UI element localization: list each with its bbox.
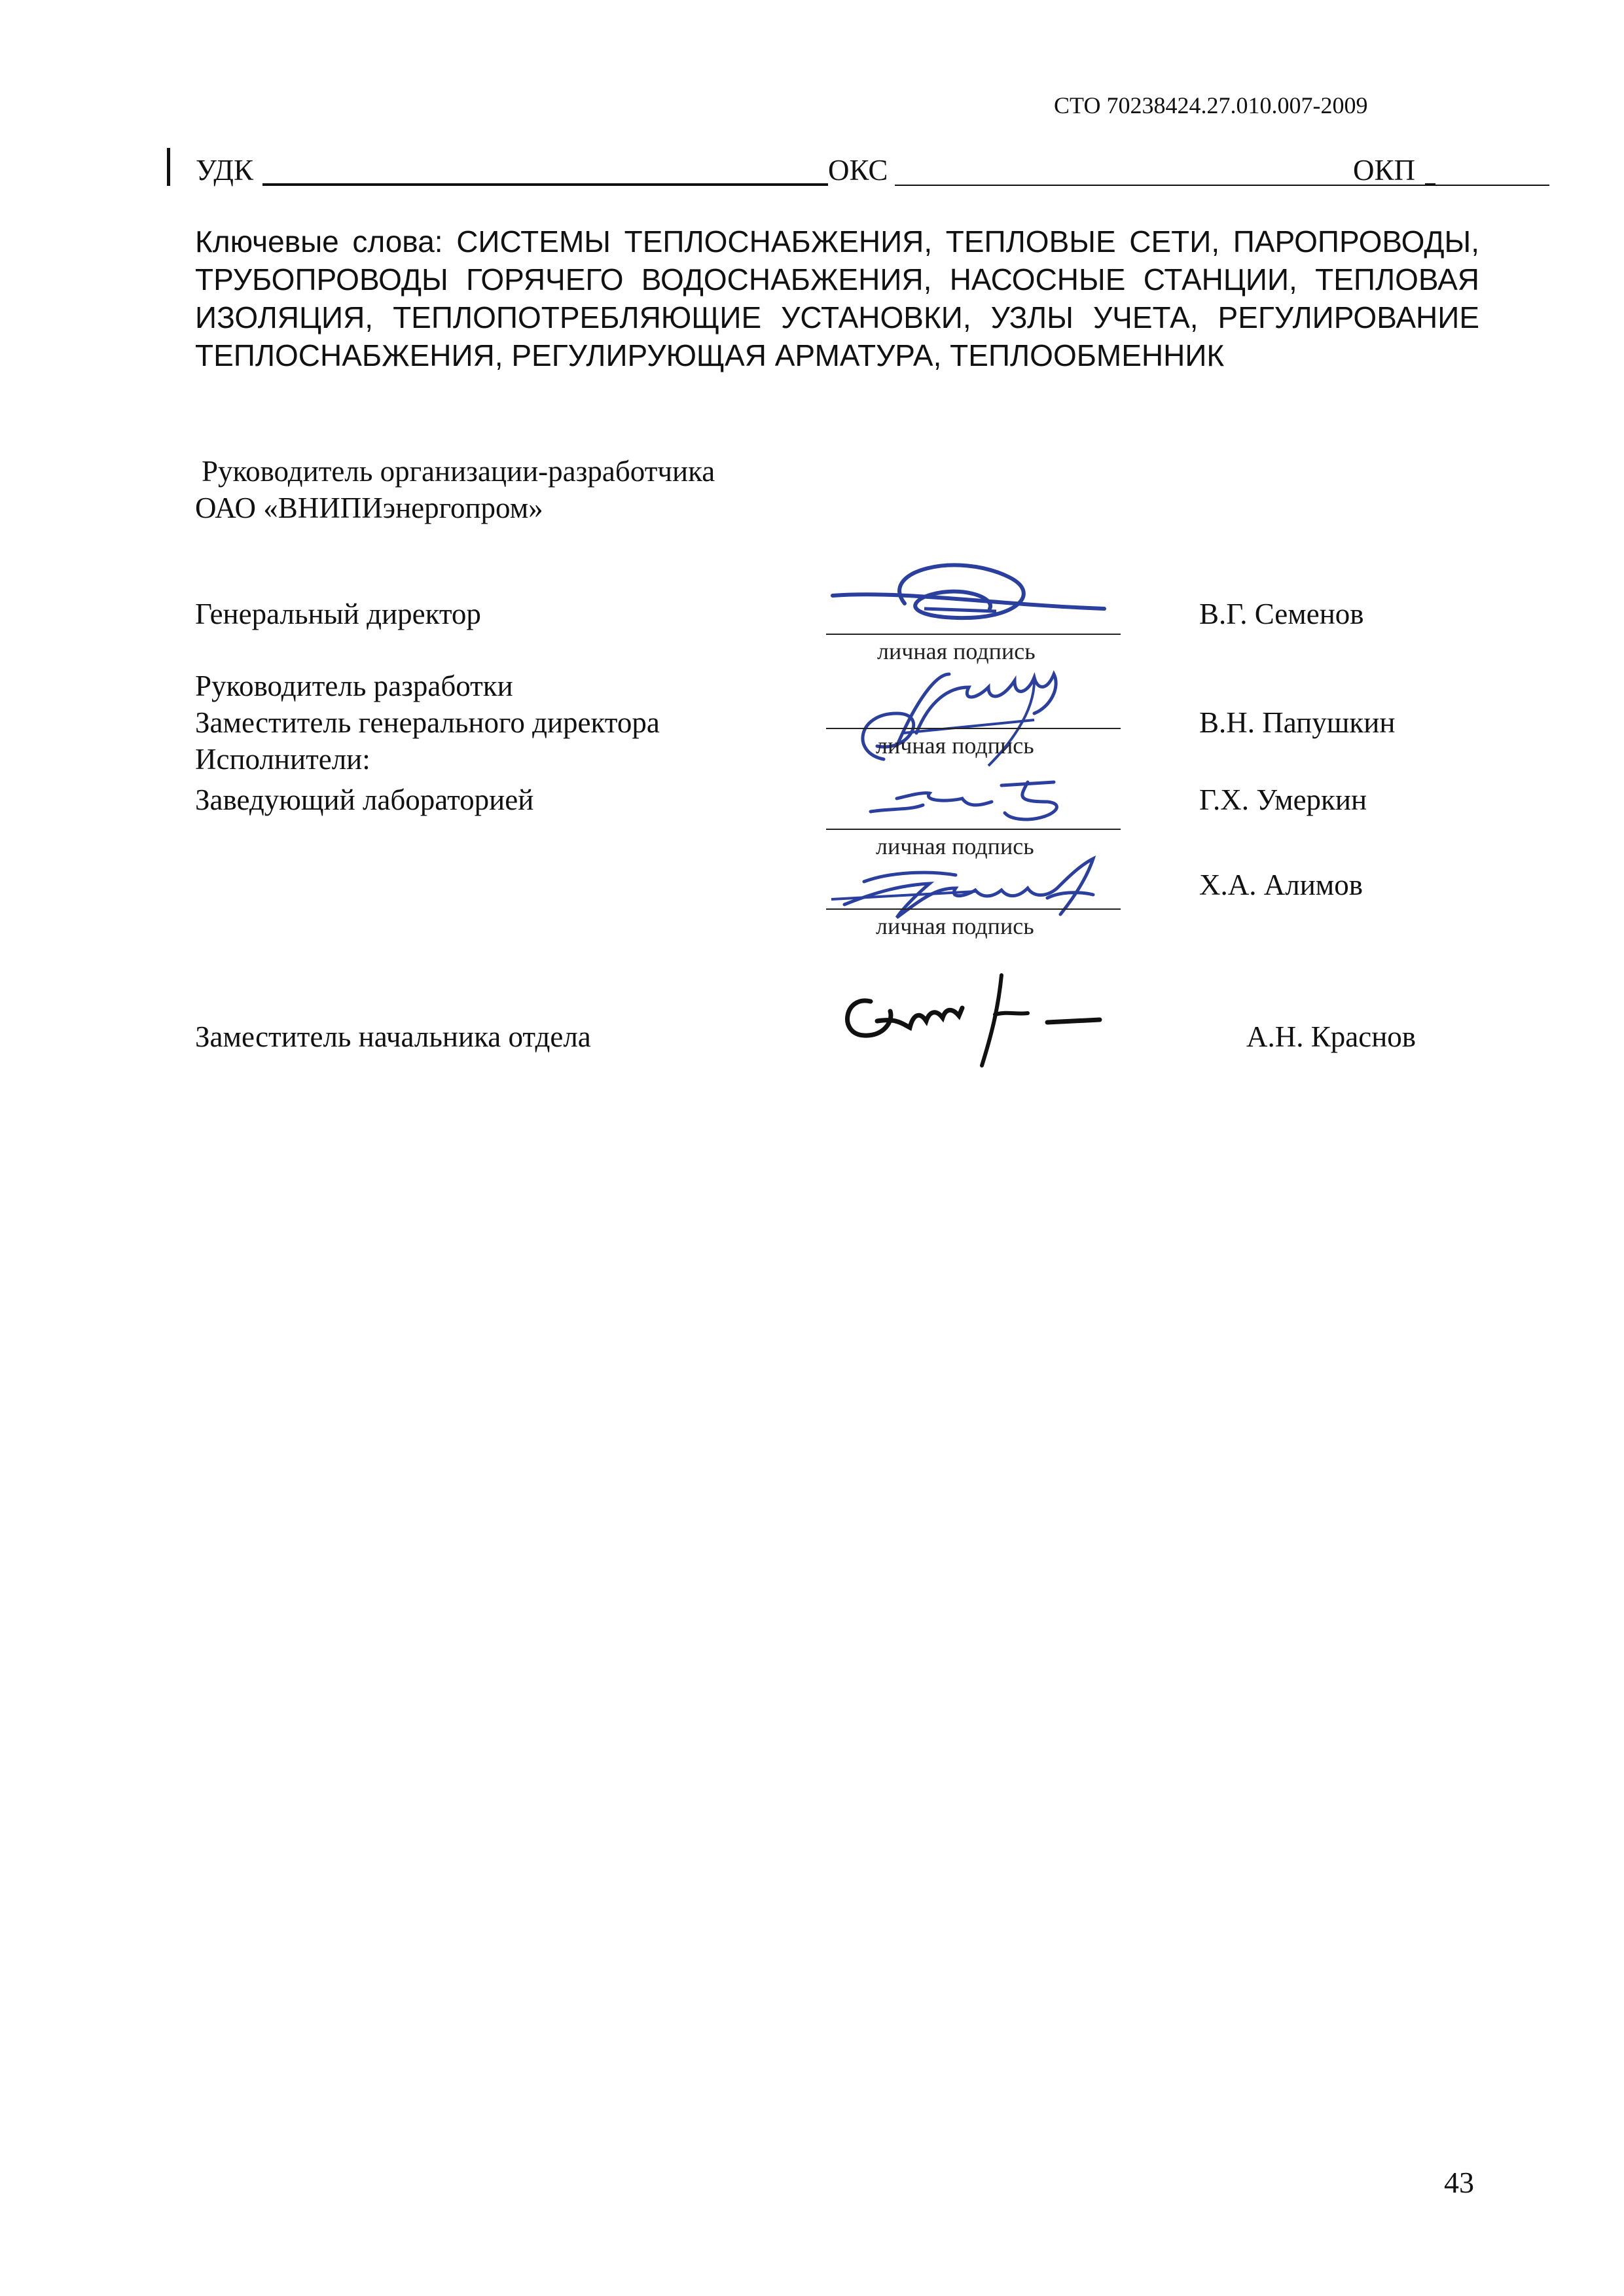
signature-line-alimov (826, 908, 1121, 910)
signature-caption-alimov: личная подпись (876, 913, 1034, 939)
udk-label: УДК (196, 154, 254, 187)
name-papushkin: В.Н. Папушкин (1199, 706, 1396, 739)
name-alimov: Х.А. Алимов (1199, 869, 1363, 901)
classification-row (167, 145, 1466, 191)
oks-label: ОКС (828, 154, 888, 187)
role-lab-head: Заведующий лабораторией (195, 783, 534, 816)
document-code: СТО 70238424.27.010.007-2009 (1054, 92, 1368, 118)
signature-line-papushkin (826, 728, 1121, 729)
signature-krasnov (831, 962, 1106, 1067)
signature-line-umerkin (826, 829, 1121, 830)
okp-label: ОКП (1353, 154, 1416, 187)
role-general-director: Генеральный директор (195, 598, 481, 630)
role-deputy-general-director: Заместитель генерального директора (195, 706, 660, 739)
keywords-text: СИСТЕМЫ ТЕПЛОСНАБЖЕНИЯ, ТЕПЛОВЫЕ СЕТИ, ПАРОПРОВОДЫ, ТРУБОПРОВОДЫ ГОРЯЧЕГО ВОДОСНАБЖЕНИЯ, НАСОСНЫЕ СТАНЦИИ, ТЕПЛОВАЯ ИЗОЛЯЦИЯ, ТЕПЛОПОТРЕБЛЯЮЩИЕ УСТАНОВКИ, УЗЛЫ УЧЕТА, РЕГУЛИРОВАНИЕ ТЕПЛОСНАБЖЕНИЯ, РЕГУЛИРУЮЩАЯ АРМАТУРА, ТЕПЛООБМЕННИК (195, 224, 1480, 372)
executors-label: Исполнители: (195, 743, 370, 776)
organization-block (195, 453, 715, 526)
name-umerkin: Г.Х. Умеркин (1199, 783, 1367, 816)
signature-caption-semenov: личная подпись (877, 638, 1036, 664)
signature-line-semenov (826, 634, 1121, 635)
signature-caption-umerkin: личная подпись (876, 833, 1034, 859)
signature-caption-papushkin: личная подпись (876, 732, 1034, 759)
udk-field-line (262, 183, 828, 186)
page-number: 43 (1444, 2166, 1474, 2199)
margin-mark (167, 148, 170, 186)
okp-field-line (1425, 183, 1435, 185)
name-semenov: В.Г. Семенов (1199, 598, 1364, 630)
name-krasnov: А.Н. Краснов (1246, 1020, 1416, 1053)
role-dev-head: Руководитель разработки (195, 670, 513, 702)
keywords-paragraph (195, 223, 1479, 374)
keywords-label: Ключевые слова: (195, 224, 443, 259)
org-name: ОАО «ВНИПИэнергопром» (195, 492, 543, 524)
signature-umerkin (851, 772, 1074, 831)
oks-field-line (895, 185, 1549, 186)
signature-papushkin (838, 661, 1087, 779)
signature-semenov (826, 558, 1108, 643)
role-deputy-dept-head: Заместитель начальника отдела (195, 1020, 591, 1053)
org-head-label: Руководитель организации-разработчика (202, 455, 715, 488)
